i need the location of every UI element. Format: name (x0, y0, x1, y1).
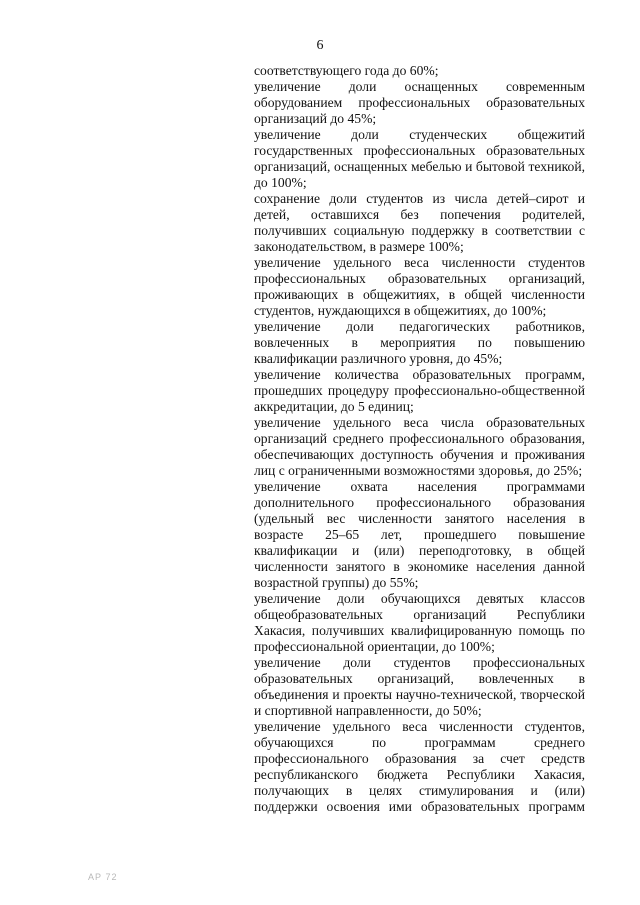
paragraph: увеличение удельного веса численности студентов, обучающихся по программам среднего профессионального образования за счет средств республиканского бюджета Республики Хакасия, получающих в целях стимулирования и (или) поддержки освоения ими образовательных программ (254, 719, 585, 814)
paragraph: увеличение доли педагогических работников, вовлеченных в мероприятия по повышению квалификации различного уровня, до 45%; (254, 319, 585, 366)
paragraph: увеличение доли обучающихся девятых классов общеобразовательных организаций Республики Хакасия, получивших квалифицированную помощь по профессиональной ориентации, до 100%; (254, 591, 585, 654)
paragraph: увеличение охвата населения программами дополнительного профессионального образования (удельный вес численности занятого населения в возрасте 25–65 лет, прошедшего повышение квалификации и (или) переподготовку, в общей численности занятого в экономике населения данной возрастной группы) до 55%; (254, 479, 585, 590)
paragraph: увеличение доли оснащенных современным оборудованием профессиональных образовательных организаций до 45%; (254, 79, 585, 126)
page-number: 6 (316, 38, 324, 53)
footer-mark: АР 72 (88, 872, 118, 882)
paragraph: увеличение удельного веса числа образовательных организаций среднего профессионального образования, обеспечивающих доступность обучения и проживания лиц с ограниченными возможностями здоровья, до 25%; (254, 415, 585, 478)
paragraph: сохранение доли студентов из числа детей–сирот и детей, оставшихся без попечения родителей, получивших социальную поддержку в соответствии с законодательством, в размере 100%; (254, 191, 585, 254)
paragraph: увеличение количества образовательных программ, прошедших процедуру профессионально-общественной аккредитации, до 5 единиц; (254, 367, 585, 414)
document-body (254, 63, 585, 815)
paragraph: соответствующего года до 60%; (254, 63, 439, 78)
paragraph: увеличение удельного веса численности студентов профессиональных образовательных организаций, проживающих в общежитиях, в общей численности студентов, нуждающихся в общежитиях, до 100%; (254, 255, 585, 318)
paragraph: увеличение доли студенческих общежитий государственных профессиональных образовательных организаций, оснащенных мебелью и бытовой техникой, до 100%; (254, 127, 585, 190)
paragraph: увеличение доли студентов профессиональных образовательных организаций, вовлеченных в объединения и проекты научно-технической, творческой и спортивной направленности, до 50%; (254, 655, 585, 718)
